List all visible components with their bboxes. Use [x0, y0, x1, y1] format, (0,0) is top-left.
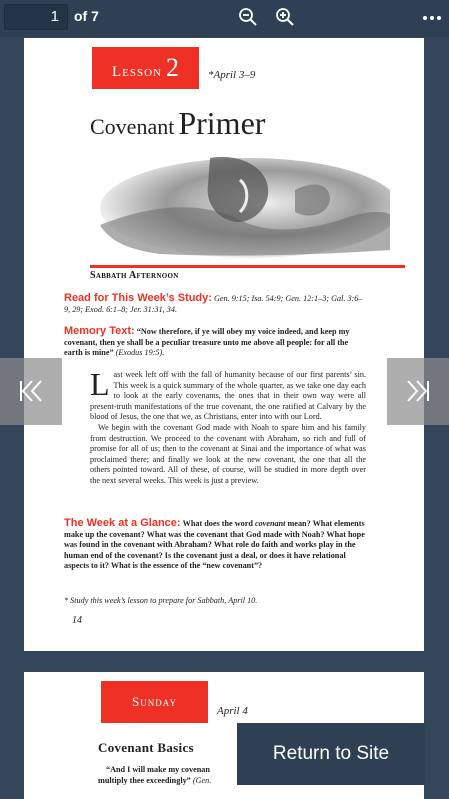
drop-cap: L	[90, 366, 110, 402]
zoom-in-icon[interactable]	[273, 6, 297, 30]
scripture-text: “And I will make my covenan multiply thee exceedingly” (Gen.	[98, 765, 212, 785]
page-number: 14	[72, 615, 82, 626]
lesson-body	[90, 366, 366, 487]
body-paragraph: We begin with the covenant God made with Noah to spare him and his family from destruction. We proceed to the covenant with Abraham, so rich and full of promise for all of us; then to the covenant at Sinai and the importance of what was proclaimed there; and finally we look at the new covenant, the one that all the others pointed toward. All of these, of course, will be studied in more depth over the next several weeks. This week is just a preview.	[90, 422, 366, 485]
return-to-site-button[interactable]: Return to Site	[237, 723, 425, 785]
lesson-word: Lesson	[111, 64, 162, 80]
page-title: Covenant Primer	[90, 105, 266, 141]
illustration-image	[90, 150, 390, 262]
lesson-number: 2	[166, 53, 179, 82]
first-page-button[interactable]	[0, 358, 62, 425]
first-page-icon	[19, 380, 43, 402]
memory-text: Memory Text: “Now therefore, if ye will obey my voice indeed, and keep my covenant, then ye shall be a peculiar treasure unto me above all people: for all the earth is mine” (Exodus 19:5).	[64, 325, 350, 358]
more-icon[interactable]	[420, 8, 444, 28]
last-page-icon	[406, 380, 430, 402]
page-subtitle: Covenant Basics	[98, 740, 194, 755]
section-divider	[90, 265, 405, 268]
week-at-a-glance: The Week at a Glance: What does the word covenant mean? What elements make up the covenant? What was the covenant that God made with Noah? What hope was found in the covenant with Abraham? What role do faith and works play in the human end of the covenant? Is the covenant just a deal, or does it have relational aspects to it? What is the essence of the “new covenant”?	[64, 517, 365, 571]
document-page-1	[24, 38, 424, 651]
zoom-out-icon[interactable]	[236, 6, 260, 30]
footnote: * Study this week’s lesson to prepare for Sabbath, April 10.	[64, 596, 258, 605]
body-paragraph: Last week left off with the fall of humanity because of our first parents’ sin. This week is a quick summary of the whole quarter, as we take one day each to look at the early covenants, the ones that in their own way were all present-truth manifestations of the true covenant, the one ratified at Calvary by the blood of Jesus, the one that we, as Christians, enter into with our Lord.	[90, 366, 366, 422]
read-for-study: Read for This Week’s Study: Gen. 9:15; Isa. 54:9; Gen. 12:1–3; Gal. 3:6–9, 29; Exod. 6:1–8; Jer. 31:31, 34.	[64, 292, 363, 314]
day-date: April 4	[217, 705, 248, 717]
last-page-button[interactable]	[387, 358, 449, 425]
page-number-input[interactable]: 1	[4, 4, 68, 30]
day-badge: Sunday	[101, 681, 208, 723]
lesson-date: *April 3–9	[208, 69, 256, 81]
section-heading: Sabbath Afternoon	[90, 270, 179, 281]
viewer-toolbar	[0, 0, 449, 37]
lesson-badge	[92, 47, 199, 89]
page-count-label: of 7	[74, 8, 99, 24]
